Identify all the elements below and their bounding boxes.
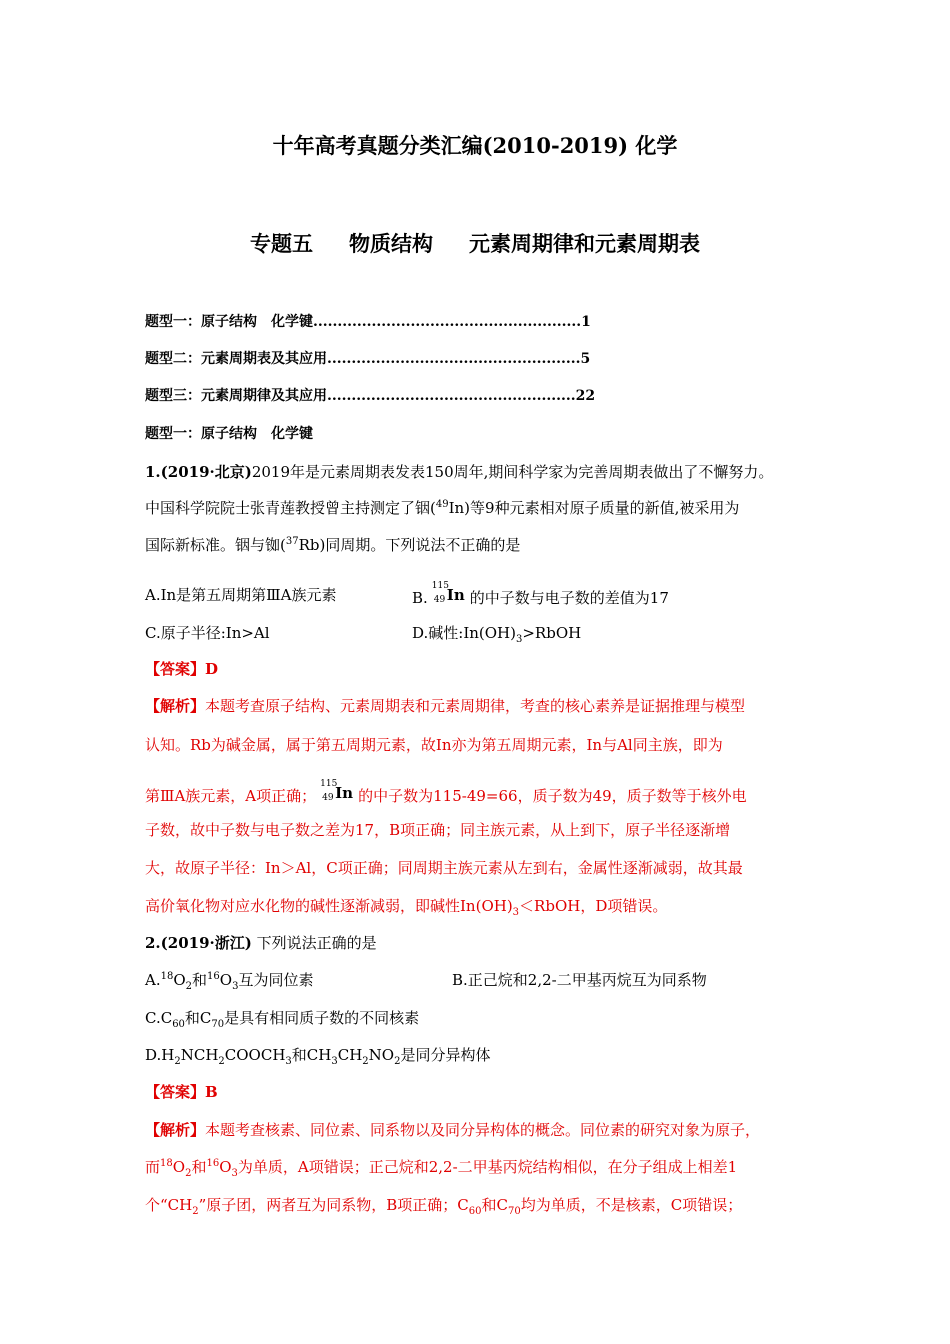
toc-leader: ................................................... <box>327 388 576 404</box>
q2-source: 2.(2019·浙江) <box>145 934 252 952</box>
q2-analysis-line-3: 个“$CH_2$”原子团，两者互为同系物，B项正确；$C_{60}$和$C_{70}$均为单质，不是核素，C项错误； <box>145 1196 743 1217</box>
q1-analysis-line-4: 子数，故中子数与电子数之差为17，B项正确；同主族元素，从上到下，原子半径逐渐增 <box>145 821 731 839</box>
q2-answer: 【答案】B <box>145 1083 218 1101</box>
q1-stem-line-2: 中国科学院院士张青莲教授曾主持测定了铟($^{49}$In)等9种元素相对原子质量的新值,被采用为 <box>145 499 740 517</box>
q1-analysis-line-5: 大，故原子半径：In＞Al，C项正确；同周期主族元素从左到右，金属性逐渐减弱，故其最 <box>145 859 743 877</box>
q2-option-d: $D.H_2NCH_2COOCH_3$和$CH_3CH_2NO_2$是同分异构体 <box>145 1046 491 1067</box>
q1-stem-line-3: 国际新标准。铟与铷($^{37}$Rb)同周期。下列说法不正确的是 <box>145 536 521 554</box>
q1-analysis-line-3: 第ⅢA族元素，A项正确； 115 49 In 的中子数为115-49=66，质子数为49，质子数等于核外电 <box>145 779 747 805</box>
q1-stem-line-1: 1.(2019·北京)2019年是元素周期表发表150周年,期间科学家为完善周期表做出了不懈努力。 <box>145 463 774 481</box>
q1-option-b: B. 115 49 In 的中子数与电子数的差值为17 <box>412 581 669 607</box>
q2-analysis-line-2: 而$^{18}O_2$和$^{16}O_3$为单质，A项错误；正己烷和2,2-二甲基丙烷结构相似，在分子组成上相差1 <box>145 1158 738 1179</box>
topic-subtitle: 元素周期律和元素周期表 <box>469 231 700 256</box>
toc-page: 5 <box>580 351 591 367</box>
topic-number: 专题五 <box>250 231 313 256</box>
toc-entry-3[interactable] <box>145 386 595 406</box>
toc-leader: ....................................................... <box>313 314 582 330</box>
isotope-in-115-symbol: 115 49 In <box>320 779 354 803</box>
toc-entry-1[interactable] <box>145 312 591 332</box>
toc-entry-2[interactable] <box>145 349 590 369</box>
isotope-in-115-symbol: 115 49 In <box>431 581 465 605</box>
document-title: 十年高考真题分类汇编(2010-2019) 化学 <box>272 133 678 158</box>
q1-option-a: A.In是第五周期第ⅢA族元素 <box>145 586 337 604</box>
toc-page: 1 <box>581 314 591 330</box>
topic-name: 物质结构 <box>349 231 433 256</box>
q2-option-a: $A.^{18}O_2$和$^{16}O_3$互为同位素 <box>145 971 314 992</box>
q1-answer: 【答案】D <box>145 660 219 678</box>
q1-analysis-line-2: 认知。Rb为碱金属，属于第五周期元素，故In亦为第五周期元素，In与Al同主族，即为 <box>145 736 723 754</box>
q1-source: 1.(2019·北京) <box>145 463 252 481</box>
topic-title <box>0 228 950 258</box>
toc-page: 22 <box>575 388 596 404</box>
q2-stem: 2.(2019·浙江) 下列说法正确的是 <box>145 934 377 952</box>
toc-label: 题型二：元素周期表及其应用 <box>145 351 327 367</box>
q1-analysis-line-1: 【解析】本题考查原子结构、元素周期表和元素周期律，考查的核心素养是证据推理与模型 <box>145 697 746 715</box>
q2-option-c: $C.C_{60}$和$C_{70}$是具有相同质子数的不同核素 <box>145 1009 420 1030</box>
q2-analysis-line-1: 【解析】本题考查核素、同位素、同系物以及同分异构体的概念。同位素的研究对象为原子， <box>145 1121 761 1139</box>
section-heading: 题型一：原子结构 化学键 <box>145 426 313 442</box>
toc-label: 题型三：元素周期律及其应用 <box>145 388 327 404</box>
q2-option-b: B.正己烷和2,2-二甲基丙烷互为同系物 <box>452 971 707 989</box>
toc-label: 题型一：原子结构 化学键 <box>145 314 313 330</box>
q1-option-c: C.原子半径:In>Al <box>145 624 270 642</box>
toc-leader: .................................................... <box>327 351 581 367</box>
q1-option-d: D.碱性$:In(OH)_3>RbOH$ <box>412 624 582 645</box>
q1-analysis-line-6: 高价氧化物对应水化物的碱性逐渐减弱，即碱性$In(OH)_3<RbOH$，D项错误。 <box>145 897 668 918</box>
